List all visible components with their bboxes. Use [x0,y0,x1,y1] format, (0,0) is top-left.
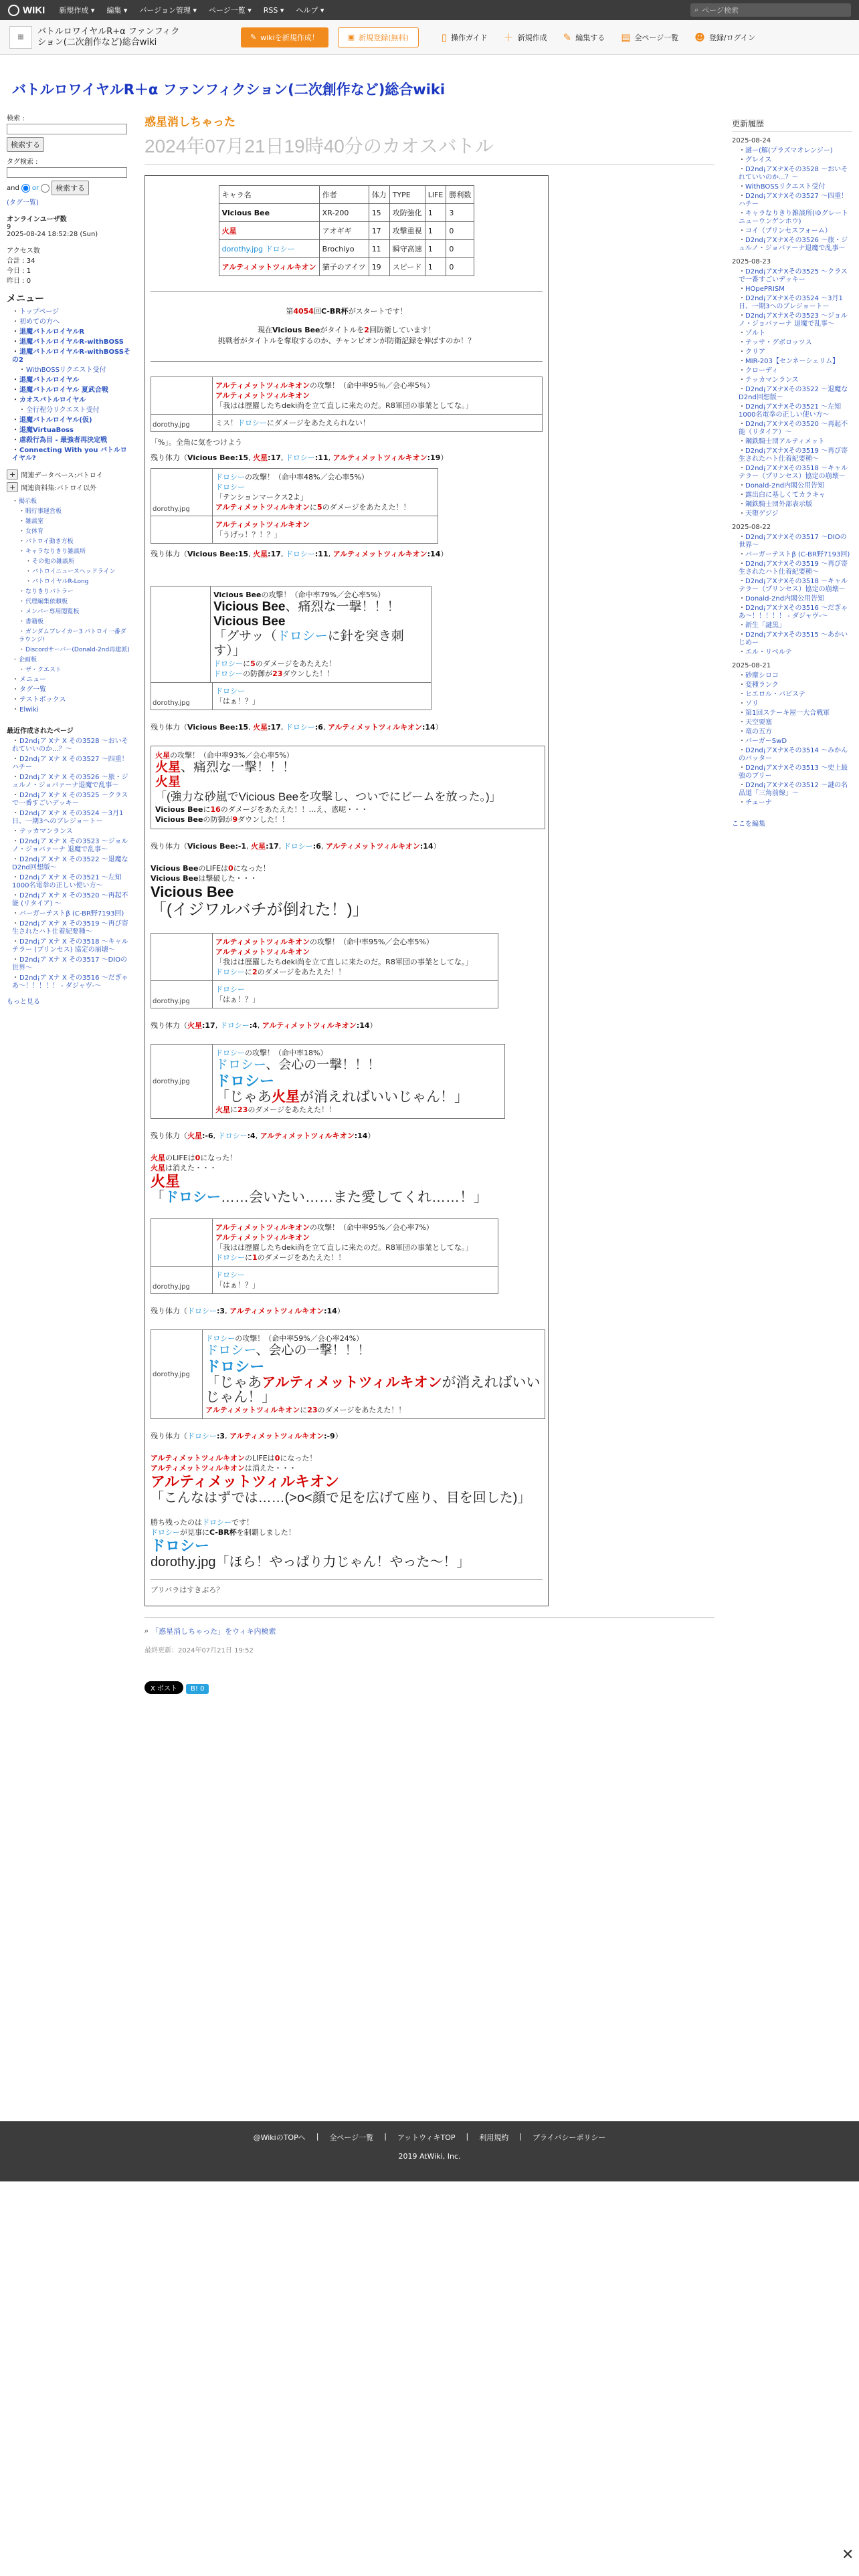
history-item[interactable]: ・ ソリ [739,700,852,708]
history-item[interactable]: ・ チューナ [739,799,852,807]
menu-edit[interactable]: 編集 ▾ [106,6,128,15]
guide-link[interactable]: ▯ 操作ガイド [441,31,488,43]
history-list [732,147,852,253]
history-item[interactable]: ・ 天堕ゲジジ [739,510,852,518]
history-item[interactable]: ・ D2nd¡アXナXその3523 〜ジョルノ・ジョバァーナ 退魔で乱事〜 [739,312,852,328]
wiki-icon: ✎ [250,33,257,41]
battle-turn: アルティメットツィルキオンの攻撃！（命中率95％／会心率5％） アルティメットツィルキオン 「我はは歴羅したちdeki尚を立て直しに来たのだ。R8軍団の事業としてな。」 dorothy.jpg ミス！ドロシーにダメージをあたえられない！ [151,377,543,432]
menu-item[interactable]: ・ 全行程分リクエスト受付 [19,407,131,415]
tree-item[interactable]: ・ 暇行事運営板 [19,508,131,516]
menu-item[interactable]: ・ Connecting With you バトルロイヤル? [12,447,131,463]
menu-item[interactable]: ・ 退魔バトルロイヤルR-withBOSSその2 [12,348,131,364]
cell-wins: 3 [446,204,474,222]
main-content [145,112,714,1694]
character-image: dorothy.jpg [151,1045,213,1118]
th-hp: 体力 [369,186,389,204]
history-item[interactable]: ・ HOpePRISM [739,286,852,294]
x-post-button[interactable]: X ポスト [145,1681,183,1694]
more-link[interactable]: もっと見る [7,998,40,1006]
tree-item[interactable]: ・ バトロイニュースへッドライン [25,568,131,576]
history-item[interactable]: ・ D2nd¡アXナXその3512 〜謎の名品道「三角前線」〜 [739,782,852,798]
table-row [219,240,474,258]
menu-item[interactable]: ・ 虐殺行為目 - 最強者再決定戦 [12,437,131,445]
history-item[interactable]: ・ コイ（プリンセスフォーム） [739,227,852,235]
history-date: 2025-08-23 [732,258,771,265]
cell-type: 瞬守高速 [389,240,425,258]
recent-item[interactable]: ・ D2nd¡ア Xナ X その3527 〜四重！ハチー [12,756,131,772]
recent-item[interactable]: ・ D2nd¡ア Xナ X その3528 〜おいそれていいのか...？〜 [12,738,131,754]
expand-toggle[interactable]: + [7,482,18,492]
menu-list [7,308,131,364]
and-radio[interactable] [21,184,30,193]
recent-item[interactable]: ・ D2nd¡ア Xナ X その3524 〜3月1日、一期3ヘのブレジョートー [12,810,131,826]
history-item[interactable]: ・ エル・リベルテ [739,649,852,657]
menu-item[interactable]: ・ トップページ [12,308,131,316]
history-item[interactable]: ・ 鋼鉄騎士団アルティメット [739,438,852,446]
hp-status: 残り体力（Vicious Bee:15, 火星:17, ドロシー:6, アルティメットツィルキオン:14） [151,723,443,732]
history-item[interactable]: ・ 謎ー(解(プラズマオレンジー) [739,147,852,155]
footer-link-atwiki[interactable]: アットウィキTOP [397,2133,456,2142]
left-sidebar [7,112,131,1006]
character-image: dorothy.jpg [151,415,213,431]
divider [151,1579,543,1580]
site-header[interactable] [0,20,241,55]
history-item[interactable]: ・ 新生「謎黒」 [739,622,852,630]
right-sidebar [732,112,852,828]
history-item[interactable]: ・ D2nd¡アXナXその3515 〜あかいじめー [739,631,852,647]
battle-frame [145,175,549,1606]
history-list [732,534,852,657]
access-yesterday: 昨日 : 0 [7,278,31,285]
tag-search-label: タグ検索 : [7,158,38,166]
defeat-notice: 火星のLIFEは0になった！ 火星は消えた・・・ 火星 「ドロシー……会いたい……また愛してくれ……！」 [151,1154,488,1205]
copyright: 2019 AtWiki, Inc. [398,2152,461,2161]
top-bar [0,0,859,20]
plus-icon: ＋ [503,31,514,43]
history-item[interactable]: ・ クローディ [739,367,852,375]
page-heading: 2024年07月21日19時40分のカオスバトル [145,132,714,165]
menu-help[interactable]: ヘルプ ▾ [296,6,324,15]
cell-hp: 15 [369,204,389,222]
tree-item[interactable]: ・ 掲示板 [12,498,131,506]
th-wins: 勝利数 [446,186,474,204]
table-row [219,258,474,276]
cell-type: スピード [389,258,425,276]
history-item[interactable]: ・ D2nd¡アXナXその3514 〜みかんのバッター [739,747,852,763]
history-date: 2025-08-24 [732,137,771,144]
document-icon: ▤ [621,31,631,43]
tree-item[interactable]: ・ その他の雑談所 [25,558,131,566]
tree-item[interactable]: ・ テストボックス [12,696,131,704]
tree-item[interactable]: ・ 女体育 [19,528,131,536]
defeat-notice: Vicious BeeのLIFEは0になった！ Vicious Beeは撃破した・・・ Vicious Bee 「(イジワルバチが倒れた！)」 [151,864,369,919]
access-today: 今日 : 1 [7,267,31,275]
menu-pages[interactable]: ページ一覧 ▾ [208,6,252,15]
hp-status: 残り体力（ドロシー:3, アルティメットツィルキオン:14） [151,1307,345,1315]
battle-turn: dorothy.jpg ドロシーの攻撃！（命中率48%／会心率5%） ドロシー 「テンションマークス2よ」 アルティメットツィルキオンに5のダメージをあたえた！！ アルティメットツィルキオン 「うげっ！？！？」 [151,468,438,544]
cell-name: dorothy.jpg ドロシー [219,240,319,258]
history-item[interactable]: ・ Donald-2nd内閣公用告知 [739,595,852,603]
history-item[interactable]: ・ WithBOSSリクエスト受付 [739,183,852,191]
battle-turn: アルティメットツィルキオンの攻撃！（命中率95%／会心率5%） アルティメットツィルキオン 「我はは歴羅したちdeki尚を立て直しに来たのだ。R8軍団の事業としてな。」 ドロシーに2のダメージをあたえた！！ dorothy.jpg ドロシー 「はぁ！？」 [151,933,498,1008]
winner-notice: 勝ち残ったのはドロシーです！ ドロシーが見事にC-BR杯を制覇しました！ ドロシー dorothy.jpg「ほら！やっぱり力じゃん！やった〜！」 [151,1518,470,1570]
history-item[interactable]: ・ D2nd¡アXナXその3528 〜おいそれていいのか...？〜 [739,166,852,182]
history-item[interactable]: ・ D2nd¡アXナXその3519 〜再び寄生されたハト仕着紀要種〜 [739,447,852,463]
all-pages-link[interactable]: ▤ 全ページ一覧 [621,31,679,43]
create-wiki-button[interactable]: ✎ wikiを新規作成！ [241,27,328,47]
history-item[interactable]: ・ 砂塵シロコ [739,672,852,680]
history-item[interactable]: ・ MIR-203【センネーシェリム】 [739,358,852,366]
recent-list [7,738,131,990]
character-image: dorothy.jpg [151,981,213,1008]
th-name: キャラ名 [219,186,319,204]
defeat-notice: アルティメットツィルキオンのLIFEは0になった！ アルティメットツィルキオンは消えた・・・ アルティメットツィルキオン 「こんなはずでは……(>o<顔で足を広げて座り、目を回した)」 [151,1454,531,1505]
menu-item[interactable]: ・ 退魔バトルロイヤルR-withBOSS [12,338,131,346]
edit-here-link[interactable]: ここを編集 [732,821,765,828]
online-label: オンラインユーザ数 [7,216,67,223]
tree-item[interactable]: ・ メニュー [12,676,131,684]
history-item[interactable]: ・ D2nd¡アXナXその3519 〜再び寄生されたハト仕着紀要種〜 [739,560,852,576]
history-item[interactable]: ・ D2nd¡アXナXその3516 〜だぎゃあ〜！！！！！ - ダジャヴ-〜 [739,605,852,621]
battle-turn: アルティメットツィルキオンの攻撃！（命中率95%／会心率7%） アルティメットツィルキオン 「我はは歴羅したちdeki尚を立て直しに来たのだ。R8軍団の事業としてな。」 ドロシーに1のダメージをあたえた！！ dorothy.jpg ドロシー 「はぁ！？」 [151,1218,498,1294]
battle-turn: dorothy.jpg ドロシーの攻撃！（命中率18%） ドロシー、会心の一撃！！！ ドロシー 「じゃあ火星が消えればいいじゃん！」 火星に23のダメージをあたえた！！ [151,1044,505,1119]
mini-link[interactable]: 関連資料集:バトロイ以外 [21,485,97,492]
history-item[interactable]: ・ 天空要塞 [739,719,852,727]
or-radio[interactable] [41,184,50,193]
th-author: 作者 [319,186,369,204]
footer-link-top[interactable]: @WikiのTOPへ [253,2133,306,2142]
character-image: dorothy.jpg [151,469,213,516]
history-item[interactable]: ・ バーガーSwD [739,738,852,746]
history-item[interactable]: ・ D2nd¡アXナXその3524 〜3月1日、一期3ヘのブレジョートー [739,295,852,311]
search-icon: ⌕ [145,1626,149,1635]
access-label: アクセス数 [7,247,40,255]
history-list [732,268,852,518]
hp-status: 残り体力（ドロシー:3, アルティメットツィルキオン:-9） [151,1432,343,1440]
character-image: dorothy.jpg [151,1267,213,1293]
table-header-row [219,186,474,204]
recent-item[interactable]: ・ テッカマンランス [12,828,131,836]
history-heading: 更新履歴 [732,118,852,132]
new-page-link[interactable]: ＋ 新規作成 [503,31,547,43]
character-table [219,185,475,276]
page-search-input[interactable]: ⌕ ページ検索 [690,3,851,17]
history-item[interactable]: ・ 鋼鉄騎士団外部表示版 [739,501,852,509]
cell-name: 火星 [219,222,319,240]
menu-item[interactable]: ・ 退魔バトルロイヤル 夏武合戦 [12,387,131,395]
last-updated: 最終更新：2024年07月21日 19:52 [145,1647,254,1654]
tree-item[interactable]: ・ キャラなりきり雑談所 [19,548,131,556]
menu-item[interactable]: ・ 初めての方へ [12,318,131,326]
tree-item[interactable]: ・ バトロイヤルR-Long [25,578,131,586]
recent-item[interactable]: ・ D2nd¡ア Xナ X その3516 〜だぎゃあ〜！！！！！ - ダジャヴ-〜 [12,974,131,990]
hatena-bookmark-button[interactable]: B! 0 [186,1684,209,1694]
cell-author: XR-200 [319,204,369,222]
recent-item[interactable]: ・ D2nd¡ア Xナ X その3523 〜ジョルノ・ジョバァーナ 退魔で乱事〜 [12,838,131,854]
th-life: LIFE [425,186,446,204]
history-date: 2025-08-21 [732,662,771,669]
cell-type: 攻撃重視 [389,222,425,240]
history-item[interactable]: ・ D2nd¡アXナXその3525 〜クラスで一番すごいデッキー [739,268,852,284]
mini-link[interactable]: 関連データベース:バトロイ [21,472,103,479]
history-item[interactable]: ・ D2nd¡アXナXその3517 〜DIOの世界〜 [739,534,852,550]
menu-item[interactable]: ・ 退魔バトルロイヤル [12,377,131,385]
recent-item[interactable]: ・ D2nd¡ア Xナ X その3519 〜再び寄生されたハト仕着紀要種〜 [12,920,131,936]
site-name: バトルロワイヤルR+α ファンフィクション(二次創作など)総合wiki [37,26,180,47]
history-item[interactable]: ・ D2nd¡アXナXその3521 〜左知1000名電拳の正しい使い方〜 [739,403,852,419]
hp-status: 残り体力（Vicious Bee:15, 火星:17, ドロシー:11, アルティメットツィルキオン:14） [151,550,448,558]
history-item[interactable]: ・ 竜の五方 [739,728,852,736]
logo-circle-icon [8,5,19,16]
page-name: 惑星消しちゃった [145,116,235,129]
hp-status: 残り体力（Vicious Bee:15, 火星:17, ドロシー:11, アルティメットツィルキオン:19） [151,453,448,462]
search-icon: ⌕ [694,5,699,14]
character-image: dorothy.jpg [151,1555,216,1570]
history-item[interactable]: ・ D2nd¡アXナXその3527 〜四重！ハチー [739,193,852,209]
intro-text: 第4054回C-BR杯がスタートです！ 現在Vicious Beeがタイトルを2回防衛しています！ 挑戦者がタイトルを奪取するのか、チャンピオンが防衛記録を伸ばすのか！？ [217,307,476,345]
current-datetime: 2025-08-24 18:52:28 (Sun) [7,231,98,238]
site-footer: @WikiのTOPへ | 全ページ一覧 | アットウィキTOP | 利用規約 | プライバシーポリシー 2019 AtWiki, Inc. [0,2121,859,2181]
tree-item[interactable]: ・ バトロイ動き方板 [19,538,131,546]
cell-life: 1 [425,204,446,222]
cell-life: 1 [425,240,446,258]
tree-item[interactable]: ・ 雑談室 [19,518,131,526]
users-icon: ☻ [694,31,705,43]
hp-status: 残り体力（火星:17, ドロシー:4, アルティメットツィルキオン:14） [151,1021,377,1030]
cell-name: アルティメットツィルキオン [219,258,319,276]
history-item[interactable]: ・ 第1回ステーキ屋一大合戦軍 [739,710,852,718]
history-list [732,672,852,807]
aside-note: 「%」。全角に気をつけよう [151,438,242,447]
history-item[interactable]: ・ D2nd¡アXナXその3518 〜キャルテラー（プリンセス）協定の崩壊〜 [739,465,852,481]
tree-item[interactable]: ・ ザ・クエスト [19,666,131,674]
cell-author: アオギギ [319,222,369,240]
battle-turn: dorothy.jpg ドロシーの攻撃！（命中率59%／会心率24%） ドロシー、会心の一撃！！！ ドロシー 「じゃあアルティメットツィルキオンが消えればいいじゃん！」 アルティメットツィルキオンに23のダメージをあたえた！！ [151,1329,545,1419]
wiki-search-link[interactable]: 「惑星消しちゃった」をウィキ内検索 [151,1627,276,1636]
history-item[interactable]: ・ D2nd¡アXナXその3513 〜史上最強のブリー [739,764,852,780]
hp-status: 残り体力（Vicious Bee:-1, 火星:17, ドロシー:6, アルティメットツィルキオン:14） [151,842,441,851]
menu-item[interactable]: ・ 退魔バトルロイヤルR [12,328,131,336]
and-label: and [7,184,19,192]
tree-item[interactable]: ・ メンバー専用閲覧板 [19,608,131,616]
tree-item[interactable]: ・ 企画板 [12,656,131,664]
access-total: 合計 : 34 [7,257,35,265]
pencil-icon: ✎ [563,31,572,43]
menu-item[interactable]: ・ カオスバトルロイヤル [12,397,131,405]
history-item[interactable]: ・ Donald-2nd内閣公用告知 [739,482,852,490]
recent-item[interactable]: ・ D2nd¡ア Xナ X その3521 〜左知1000名電拳の正しい使い方〜 [12,874,131,890]
cell-type: 攻防強化 [389,204,425,222]
history-item[interactable]: ・ 変種ランク [739,681,852,689]
wiki-title[interactable]: バトルロワイヤルR＋α ファンフィクション(二次創作など)総合wiki [12,82,446,98]
divider [151,291,543,292]
cell-author: 猫子のアイツ [319,258,369,276]
history-item[interactable]: ・ グレイス [739,156,852,165]
history-date: 2025-08-22 [732,524,771,531]
history-item[interactable]: ・ 露出白に基しくてカラキャ [739,492,852,500]
footer-note: ブリバラはすきぶろ？ [151,1586,224,1594]
menu-item[interactable]: ・ WithBOSSリクエスト受付 [19,366,131,374]
tag-search-input[interactable] [7,167,127,178]
recent-item[interactable]: ・ D2nd¡ア Xナ X その3526 〜旅・ジュルノ・ジョバァーナ退魔で乱事〜 [12,774,131,790]
close-icon[interactable]: ✕ [842,2547,854,2563]
tag-list-link[interactable]: (タグ一覧) [7,199,39,207]
cell-life: 1 [425,222,446,240]
wiki-search-input[interactable] [7,124,127,134]
cell-hp: 19 [369,258,389,276]
tree-item[interactable]: ・ ガンダムブレイカー3 バトロイ一番ダラウンジ! [19,628,131,644]
tree-item[interactable]: ・ Discordサーバー(Donald-2nd再建派) [19,646,131,654]
tree-item[interactable]: ・ タグ一覧 [12,686,131,694]
cell-name: Vicious Bee [219,204,319,222]
recent-item[interactable]: ・ D2nd¡ア Xナ X その3522 〜退魔なD2nd回想版〜 [12,856,131,872]
recent-item[interactable]: ・ D2nd¡ア Xナ X その3520 〜再起不能 (リタイア) 〜 [12,892,131,908]
history-item[interactable]: ・ テッカマンランス [739,377,852,385]
online-count: 9 [7,223,11,231]
character-image: dorothy.jpg [151,1330,203,1418]
table-row [219,204,474,222]
cell-hp: 17 [369,222,389,240]
site-favicon: ▦ [9,26,32,49]
divider [151,361,543,362]
tree-item[interactable]: ・ 代理編集依頼板 [19,598,131,606]
th-type: TYPE [389,186,425,204]
battle-turn: Vicious Beeの攻撃！（命中率79%／会心率5%） Vicious Bee、痛烈な一撃！！！ Vicious Bee 「グサッ（ドロシーに針を突き刺す）」 ドロシーに5のダメージをあたえた！ ドロシーの防御が23ダウンした！！ dorothy.jpg ドロシー 「はぁ！？」 [151,586,432,710]
menu-item[interactable]: ・ 退魔バトルロイヤル(仮) [12,417,131,425]
cell-author: Brochiyo [319,240,369,258]
menu-version[interactable]: バージョン管理 ▾ [139,6,197,15]
edit-link[interactable]: ✎ 編集する [563,31,605,43]
hp-status: 残り体力（火星:-6, ドロシー:4, アルティメットツィルキオン:14） [151,1132,375,1140]
site-bar [0,20,859,55]
gift-icon: ▣ [347,33,355,41]
recent-item[interactable]: ・ D2nd¡ア Xナ X その3517 〜DIOの世界〜 [12,956,131,972]
menu-new[interactable]: 新規作成 ▾ [59,6,95,15]
footer-link-privacy[interactable]: プライバシーポリシー [532,2133,606,2142]
recent-item[interactable]: ・ バーガーテストβ (C-BR野7193回) [12,910,131,918]
menu-rss[interactable]: RSS ▾ [263,5,284,15]
cell-wins: 0 [446,240,474,258]
cell-hp: 11 [369,240,389,258]
footer-link-terms[interactable]: 利用規約 [479,2133,509,2142]
recent-item[interactable]: ・ D2nd¡ア Xナ X その3518 〜キャルテラー (ブリンセス) 協定の崩壊〜 [12,938,131,954]
history-item[interactable]: ・ D2nd¡アXナXその3518 〜キャルテラー（プリンセス）協定の崩壊〜 [739,578,852,594]
history-item[interactable]: ・ テッサ・グボロッツス [739,339,852,347]
footer-link-pages[interactable]: 全ページ一覧 [329,2133,374,2142]
atwiki-logo[interactable]: WIKI [0,5,53,16]
search-label: 検索 : [7,115,25,122]
history-item[interactable]: ・ D2nd¡アXナXその3520 〜再起不能（リタイア）〜 [739,421,852,437]
tree-item[interactable]: ・ なりきりバトラー [19,588,131,596]
guide-icon: ▯ [441,31,447,43]
login-link[interactable]: ☻ 登録/ログイン [694,31,755,43]
register-button[interactable]: ▣ 新規登録(無料) [338,27,419,47]
or-label: or [31,184,39,192]
history-item[interactable]: ・ ヒエロル・バビステ [739,691,852,699]
menu-heading: メニュー [7,293,44,304]
history-item[interactable]: ・ クリア [739,348,852,356]
history-item[interactable]: ・ バーガーテストβ (C-BR野7193回) [739,551,852,559]
tree-item[interactable]: ・ 書籍板 [19,618,131,626]
recent-item[interactable]: ・ D2nd¡ア Xナ X その3525 〜クラスで一番すごいデッキー [12,792,131,808]
history-item[interactable]: ・ D2nd¡アXナXその3522 〜退魔なD2nd回想版〜 [739,386,852,402]
table-row [219,222,474,240]
tree-item[interactable]: ・ Elwiki [12,706,131,714]
expand-toggle[interactable]: + [7,469,18,479]
cell-life: 1 [425,258,446,276]
recent-heading: 最近作成されたページ [7,728,74,735]
cell-wins: 0 [446,258,474,276]
history-item[interactable]: ・ D2nd¡アXナXその3526 〜旅・ジュルノ・ジョバァーナ退魔で乱事〜 [739,237,852,253]
history-item[interactable]: ・ ゾルト [739,330,852,338]
tag-search-button[interactable]: 検索する [52,181,89,195]
wiki-search-button[interactable]: 検索する [7,137,44,152]
battle-turn: 火星の攻撃！（命中率93%／会心率5%） 火星、痛烈な一撃！！！ 火星 「(強力な砂嵐でVicious Beeを攻撃し、ついでにビームを放った。)」 Vicious Beeに16のダメージをあたえた！！…え、惑呢・・・ Vicious Beeの防御が9ダウンした！！ [151,746,545,829]
character-image: dorothy.jpg [151,683,213,710]
history-item[interactable]: ・ キャラなりきり雑談所(ゆグレートニューウンゲンホウ) [739,210,852,226]
menu-item[interactable]: ・ 退魔VirtuaBoss [12,427,131,435]
cell-wins: 0 [446,222,474,240]
